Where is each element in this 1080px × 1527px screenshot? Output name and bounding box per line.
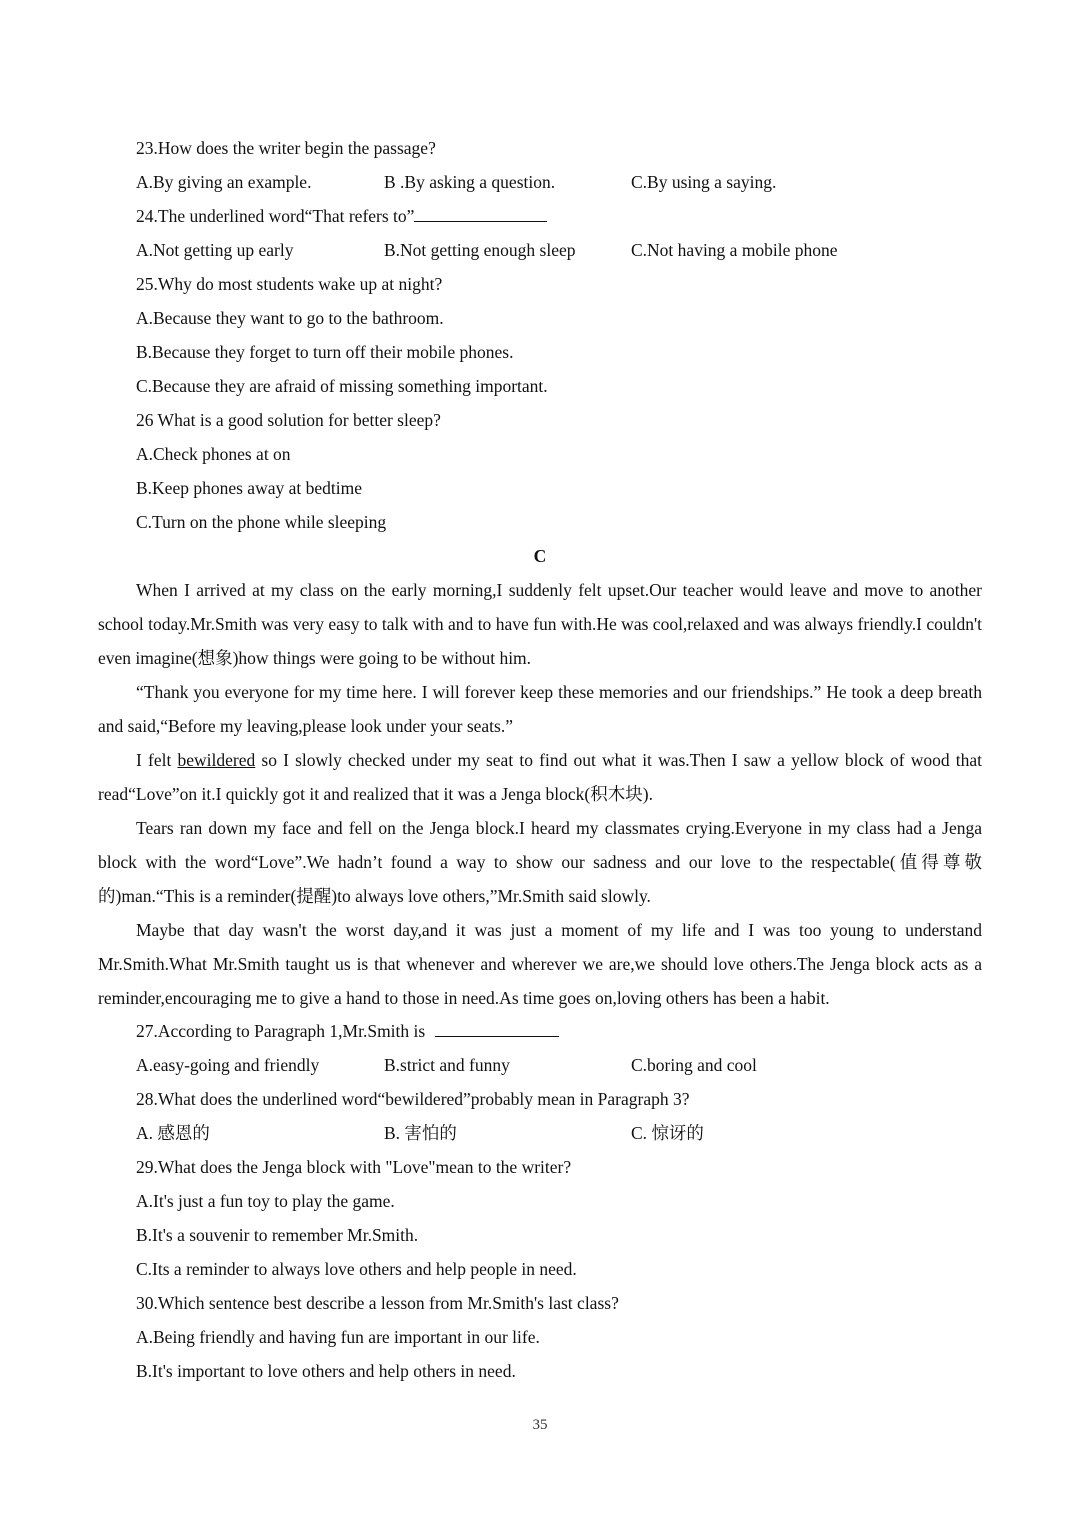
q29-option-a: A.It's just a fun toy to play the game. (136, 1191, 395, 1211)
q27-option-a: A.easy-going and friendly (136, 1055, 320, 1075)
p3-text-after: so I slowly checked under my seat to find out what it was.Then I saw a yellow block of wood that read“Love”on it.I quickly got it and realized that it was a Jenga block(积木块). (98, 750, 982, 804)
q28-option-a: A. 感恩的 (136, 1123, 210, 1143)
q28-option-c: C. 惊讶的 (631, 1123, 704, 1143)
section-c-heading: C (533, 546, 547, 566)
q24-option-b: B.Not getting enough sleep (384, 240, 576, 260)
q28-option-b: B. 害怕的 (384, 1123, 457, 1143)
question-30: 30.Which sentence best describe a lesson from Mr.Smith's last class? (136, 1293, 619, 1313)
passage-paragraph-5: Maybe that day wasn't the worst day,and it was just a moment of my life and I was too young to understand Mr.Smith.What Mr.Smith taught us is that whenever and wherever we are,we should love others.The Jenga block acts as a reminder,encouraging me to give a hand to those in need.As time goes on,loving others has been a habit. (98, 920, 982, 1008)
question-25: 25.Why do most students wake up at night? (136, 274, 443, 294)
section-c-passage (98, 573, 982, 1015)
q30-option-b: B.It's important to love others and help others in need. (136, 1361, 516, 1381)
question-24 (136, 205, 547, 227)
q27-answer-blank (435, 1020, 559, 1037)
q23-option-c: C.By using a saying. (631, 172, 777, 192)
q30-option-a: A.Being friendly and having fun are important in our life. (136, 1327, 540, 1347)
q27-question-text: 27.According to Paragraph 1,Mr.Smith is (136, 1021, 426, 1041)
question-29: 29.What does the Jenga block with "Love"mean to the writer? (136, 1157, 572, 1177)
q24-option-c: C.Not having a mobile phone (631, 240, 838, 260)
question-28: 28.What does the underlined word“bewildered”probably mean in Paragraph 3? (136, 1089, 690, 1109)
q25-option-b: B.Because they forget to turn off their mobile phones. (136, 342, 514, 362)
question-27 (136, 1020, 559, 1042)
q29-option-b: B.It's a souvenir to remember Mr.Smith. (136, 1225, 419, 1245)
underlined-word-bewildered: bewildered (177, 750, 256, 770)
q23-option-a: A.By giving an example. (136, 172, 312, 192)
q27-option-c: C.boring and cool (631, 1055, 757, 1075)
q26-option-a: A.Check phones at on (136, 444, 291, 464)
question-26: 26 What is a good solution for better sleep? (136, 410, 441, 430)
q24-option-a: A.Not getting up early (136, 240, 294, 260)
page-number: 35 (532, 1417, 548, 1433)
q25-option-c: C.Because they are afraid of missing something important. (136, 376, 548, 396)
passage-paragraph-1: When I arrived at my class on the early morning,I suddenly felt upset.Our teacher would leave and move to another school today.Mr.Smith was very easy to talk with and to have fun with.He was cool,relaxed and was always friendly.I couldn't even imagine(想象)how things were going to be without him. (98, 580, 982, 668)
passage-paragraph-3 (98, 743, 982, 811)
q24-answer-blank (414, 205, 547, 222)
q26-option-c: C.Turn on the phone while sleeping (136, 512, 387, 532)
q27-option-b: B.strict and funny (384, 1055, 510, 1075)
q23-option-b: B .By asking a question. (384, 172, 556, 192)
q26-option-b: B.Keep phones away at bedtime (136, 478, 362, 498)
q29-option-c: C.Its a reminder to always love others and help people in need. (136, 1259, 577, 1279)
passage-paragraph-4: Tears ran down my face and fell on the Jenga block.I heard my classmates crying.Everyone in my class had a Jenga block with the word“Love”.We hadn’t found a way to show our sadness and our love to the respectable(值得尊敬的)man.“This is a reminder(提醒)to always love others,”Mr.Smith said slowly. (98, 818, 982, 906)
passage-paragraph-2: “Thank you everyone for my time here. I will forever keep these memories and our friendships.” He took a deep breath and said,“Before my leaving,please look under your seats.” (98, 682, 982, 736)
q25-option-a: A.Because they want to go to the bathroom. (136, 308, 444, 328)
q24-question-text: 24.The underlined word“That refers to” (136, 206, 415, 226)
question-23: 23.How does the writer begin the passage? (136, 138, 436, 158)
p3-text-before: I felt (136, 750, 178, 770)
